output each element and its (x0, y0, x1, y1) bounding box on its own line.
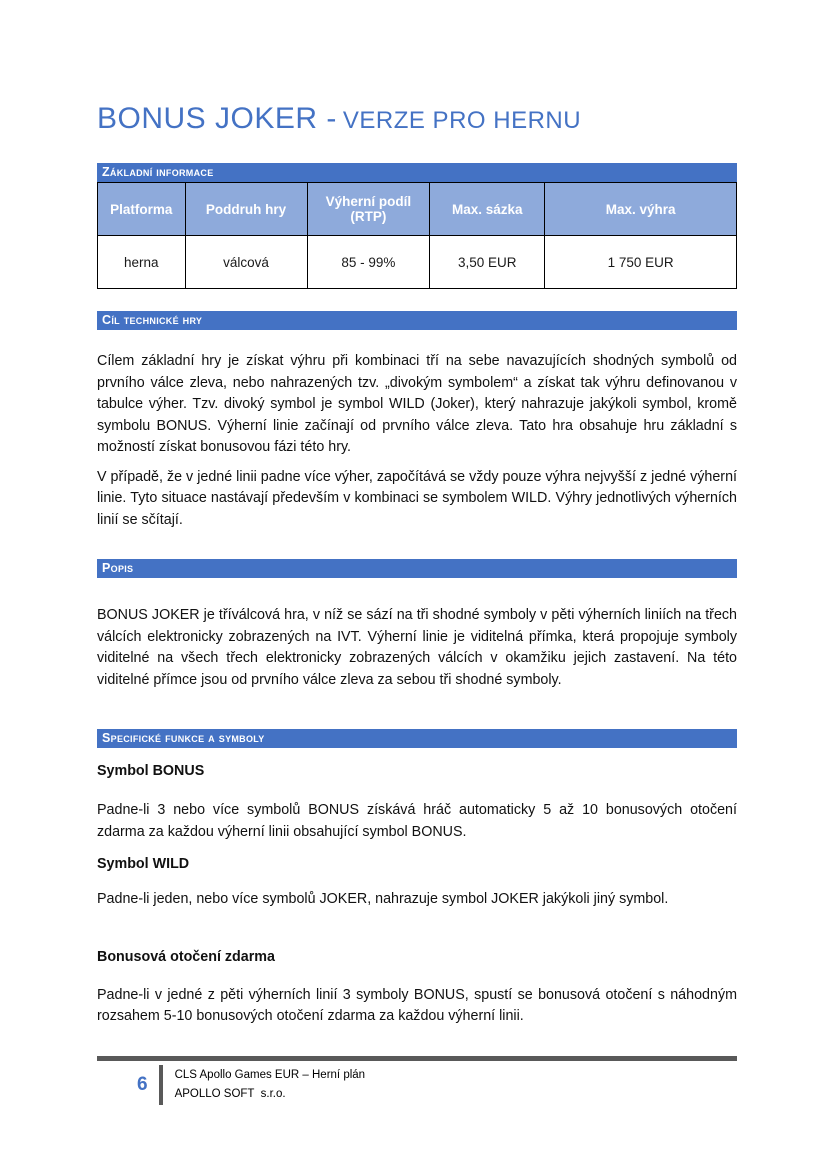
subheading-symbol-bonus: Symbol BONUS (97, 763, 205, 779)
table-header-row (98, 183, 737, 236)
footer-line2: APOLLO SOFT s.r.o. (174, 1088, 286, 1100)
cell-platforma: herna (98, 236, 186, 289)
section-heading-specific-functions: Specifické funkce a symboly (97, 729, 737, 748)
paragraph-goal-2: V případě, že v jedné linii padne více výher, započítává se vždy pouze výhra nejvyšší z jedné výherní linie. Tyto situace nastávají především v kombinaci se symbolem WILD. Výhry jednotlivých výherních linií se sčítají. (97, 468, 737, 528)
cell-max-vyhra: 1 750 EUR (545, 236, 737, 289)
page-title (97, 97, 737, 141)
paragraph-symbol-wild: Padne-li jeden, nebo více symbolů JOKER, nahrazuje symbol JOKER jakýkoli jiný symbol. (97, 891, 669, 907)
paragraph-goal-1: Cílem základní hry je získat výhru při kombinaci tří na sebe navazujících shodných symbolů od prvního válce zleva, nebo nahrazených tzv. „divokým symbolem“ a získat tak výhru definovanou v tabulce výher. Tzv. divoký symbol je symbol WILD (Joker), který nahrazuje jakýkoli symbol, kromě symbolu BONUS. Výherní linie začínají od prvního válce zleva. Tato hra obsahuje hru základní s možností získat bonusovou fázi této hry. (97, 353, 737, 455)
paragraph-symbol-bonus: Padne-li 3 nebo více symbolů BONUS získává hráč automaticky 5 až 10 bonusových otočení zdarma za každou výherní linii obsahující symbol BONUS. (97, 802, 737, 840)
cell-max-sazka: 3,50 EUR (430, 236, 545, 289)
column-header-max-sazka: Max. sázka (430, 183, 545, 236)
basic-info-table (97, 182, 737, 289)
page-number: 6 (137, 1074, 148, 1095)
page-content (97, 0, 737, 1028)
title-main: BONUS JOKER - (97, 102, 337, 135)
section-heading-basic-info: Základní informace (97, 163, 737, 182)
subheading-bonus-spins: Bonusová otočení zdarma (97, 948, 275, 965)
paragraph-bonus-spins: Padne-li v jedné z pěti výherních linií 3 symboly BONUS, spustí se bonusová otočení s náhodným rozsahem 5-10 bonusových otočení zdarma za každou výherní linii. (97, 986, 737, 1024)
title-subtitle: VERZE PRO HERNU (342, 107, 582, 134)
column-header-poddruh-hry: Poddruh hry (185, 183, 307, 236)
footer-row (97, 1065, 737, 1105)
cell-vyherni-podil: 85 - 99% (307, 236, 430, 289)
column-header-vyherni-podil: Výherní podíl (RTP) (307, 183, 430, 236)
footer-vertical-divider (159, 1065, 163, 1105)
footer-line1: CLS Apollo Games EUR – Herní plán (174, 1069, 366, 1081)
cell-poddruh-hry: válcová (185, 236, 307, 289)
section-heading-goal: Cíl technické hry (97, 311, 737, 330)
footer-divider (97, 1056, 737, 1061)
footer-text (175, 1066, 365, 1104)
paragraph-description: BONUS JOKER je tříválcová hra, v níž se sází na tři shodné symboly v pěti výherních liniích na třech válcích elektronicky zobrazených na IVT. Výherní linie je viditelná přímka, která propojuje symboly viditelné na všech třech elektronicky zobrazených válcích v okamžiku jejich zastavení. Na této viditelné přímce jsou od prvního válce zleva za sebou tři shodné symboly. (97, 607, 737, 688)
column-header-max-vyhra: Max. výhra (545, 183, 737, 236)
subheading-symbol-wild: Symbol WILD (97, 856, 190, 872)
section-heading-description: Popis (97, 559, 737, 578)
page-footer (97, 1056, 737, 1105)
table-row (98, 236, 737, 289)
column-header-platforma: Platforma (98, 183, 186, 236)
